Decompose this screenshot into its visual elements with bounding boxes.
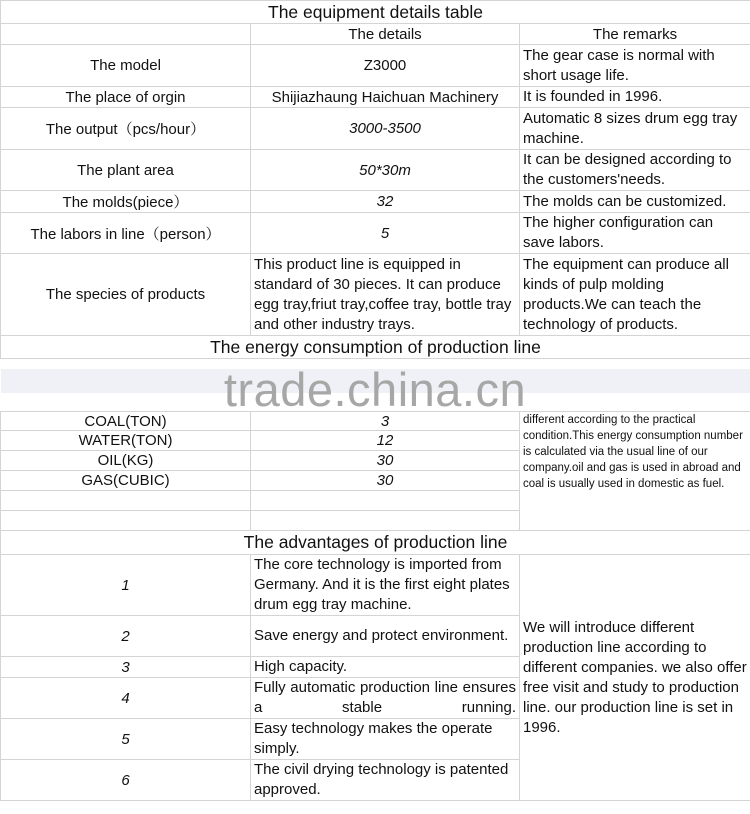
header-details: The details (251, 24, 520, 45)
row-detail: Z3000 (251, 45, 520, 87)
advantage-text: The core technology is imported from Germany. And it is the first eight plates drum egg tray machine. (251, 555, 520, 616)
header-empty-cell (1, 24, 251, 45)
energy-label: WATER(TON) (1, 431, 251, 451)
empty-cell (251, 511, 520, 531)
advantages-table-title: The advantages of production line (1, 531, 750, 555)
watermark: trade.china.cn (223, 363, 527, 416)
advantage-text: Easy technology makes the operate simply. (251, 719, 520, 760)
row-remark: The gear case is normal with short usage life. (520, 45, 750, 87)
advantage-number: 2 (1, 616, 251, 657)
advantage-row (1, 555, 750, 616)
energy-note: different according to the practical condition.This energy consumption number is calculated via the usual line of our company.oil and gas is used in abroad and coal is usually used in domestic as fuel. (520, 412, 750, 531)
advantage-text: The civil drying technology is patented approved. (251, 760, 520, 801)
row-remark: The molds can be customized. (520, 191, 750, 213)
row-detail: Shijiazhaung Haichuan Machinery (251, 87, 520, 108)
advantage-text: Save energy and protect environment. (251, 616, 520, 657)
empty-cell (251, 491, 520, 511)
advantage-number: 4 (1, 678, 251, 719)
energy-label: OIL(KG) (1, 451, 251, 471)
row-label: The place of orgin (1, 87, 251, 108)
row-remark: The equipment can produce all kinds of pulp molding products.We can teach the technology of products. (520, 254, 750, 336)
energy-label: COAL(TON) (1, 412, 251, 431)
energy-value: 12 (251, 431, 520, 451)
table-row (1, 191, 750, 213)
table-row (1, 108, 750, 150)
row-detail: This product line is equipped in standard of 30 pieces. It can produce egg tray,friut tray,coffee tray, bottle tray and other industry trays. (251, 254, 520, 336)
row-label: The plant area (1, 150, 251, 191)
row-remark: It is founded in 1996. (520, 87, 750, 108)
equipment-table-title: The equipment details table (1, 1, 750, 24)
advantage-number: 3 (1, 657, 251, 678)
table-row (1, 87, 750, 108)
advantage-text: High capacity. (251, 657, 520, 678)
header-remarks: The remarks (520, 24, 750, 45)
empty-cell (1, 511, 251, 531)
energy-value: 30 (251, 451, 520, 471)
row-label: The model (1, 45, 251, 87)
advantage-text: Fully automatic production line ensures a stable running. (251, 678, 520, 719)
energy-table-title: The energy consumption of production line (1, 336, 750, 359)
row-detail: 5 (251, 213, 520, 254)
row-label: The molds(piece） (1, 191, 251, 213)
advantages-remark: We will introduce different production line according to different companies. we also offer free visit and study to production line. our production line is set in 1996. (520, 555, 750, 801)
row-detail: 50*30m (251, 150, 520, 191)
row-label: The labors in line（person） (1, 213, 251, 254)
table-row (1, 213, 750, 254)
advantage-number: 6 (1, 760, 251, 801)
advantage-number: 1 (1, 555, 251, 616)
table-row (1, 150, 750, 191)
advantage-number: 5 (1, 719, 251, 760)
row-remark: It can be designed according to the customers'needs. (520, 150, 750, 191)
energy-value: 3 (251, 412, 520, 431)
row-remark: Automatic 8 sizes drum egg tray machine. (520, 108, 750, 150)
row-label: The output（pcs/hour） (1, 108, 251, 150)
empty-cell (1, 491, 251, 511)
row-remark: The higher configuration can save labors. (520, 213, 750, 254)
energy-label: GAS(CUBIC) (1, 471, 251, 491)
row-detail: 32 (251, 191, 520, 213)
energy-value: 30 (251, 471, 520, 491)
table-row (1, 254, 750, 336)
row-detail: 3000-3500 (251, 108, 520, 150)
table-row (1, 45, 750, 87)
row-label: The species of products (1, 254, 251, 336)
